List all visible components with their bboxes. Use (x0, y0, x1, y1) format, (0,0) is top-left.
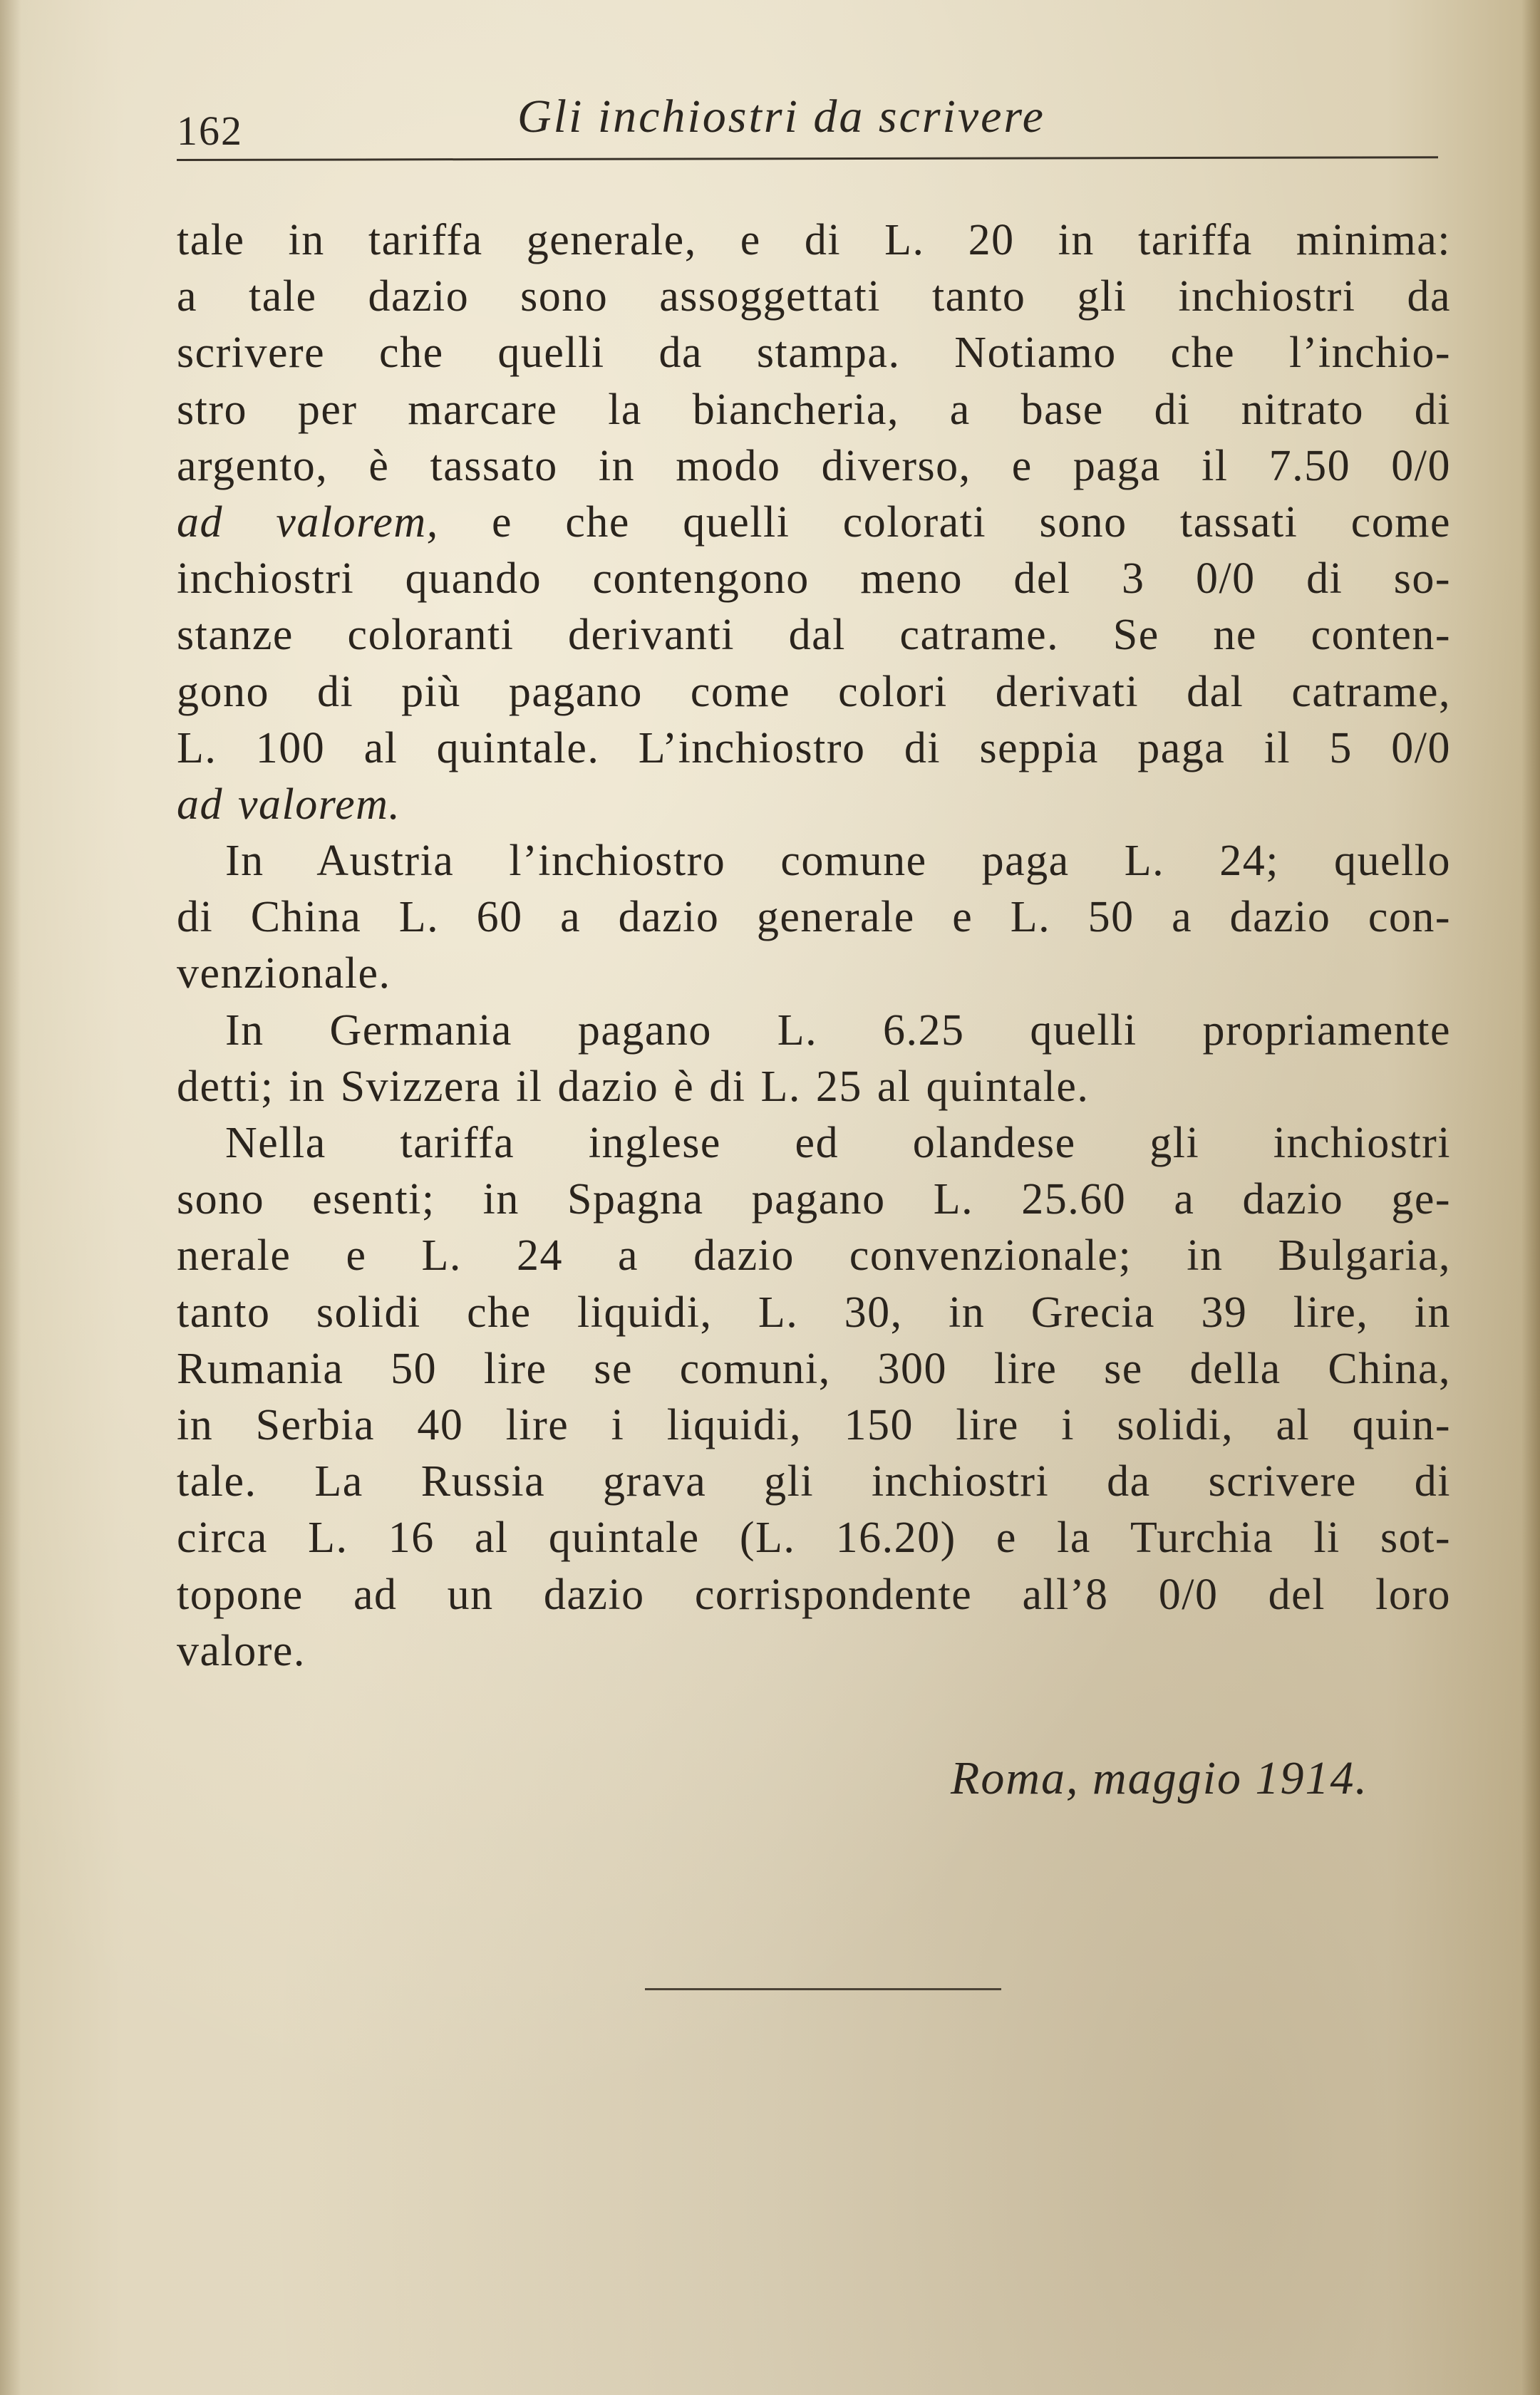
text-line: L. 100 al quintale. L’inchiostro di seppia paga il 5 0/0 (177, 723, 1451, 772)
text-line: inchiostri quando contengono meno del 3 0/0 di so- (177, 554, 1451, 604)
running-title: Gli inchiostri da scrivere (517, 90, 1045, 143)
text-line: venzionale. (177, 949, 391, 998)
text-line: stanze coloranti derivanti dal catrame. Se ne conten- (177, 611, 1451, 660)
text-line: sono esenti; in Spagna pagano L. 25.60 a dazio ge- (177, 1175, 1451, 1224)
text-line: tale in tariffa generale, e di L. 20 in tariffa minima: (177, 216, 1451, 264)
text-line: topone ad un dazio corrispondente all’8 0/0 del loro (177, 1570, 1451, 1619)
text-line: gono di più pagano come colori derivati dal catrame, (177, 667, 1451, 716)
text-line: stro per marcare la biancheria, a base di nitrato di (177, 385, 1451, 434)
text-line: scrivere che quelli da stampa. Notiamo che l’inchio- (177, 329, 1451, 378)
text-line: In Germania pagano L. 6.25 quelli propriamente (225, 1005, 1451, 1055)
text-line: circa L. 16 al quintale (L. 16.20) e la Turchia li sot- (177, 1514, 1451, 1563)
text-line: a tale dazio sono assoggettati tanto gli inchiostri da (177, 272, 1451, 321)
page-header (177, 78, 1438, 157)
text-line: argento, è tassato in modo diverso, e paga il 7.50 0/0 (177, 441, 1451, 490)
header-rule (177, 156, 1438, 161)
text-line: in Serbia 40 lire i liquidi, 150 lire i solidi, al quin- (177, 1400, 1451, 1449)
page-shadow-left (0, 0, 21, 2395)
text-line: valore. (177, 1626, 306, 1675)
text-line: detti; in Svizzera il dazio è di L. 25 al quintale. (177, 1062, 1090, 1111)
text-line: Nella tariffa inglese ed olandese gli inchiostri (225, 1119, 1451, 1167)
italic-phrase: ad valorem, (177, 497, 439, 547)
body-text (177, 212, 1459, 1680)
text-line: ad valorem. (177, 780, 401, 829)
text-fragment: e che quelli colorati sono tassati come (492, 497, 1451, 547)
end-rule (645, 1988, 1001, 1990)
signature-date: Roma, maggio 1914. (951, 1752, 1368, 1804)
page-number: 162 (177, 108, 243, 154)
text-line (177, 495, 1451, 551)
text-line: tanto solidi che liquidi, L. 30, in Grecia 39 lire, in (177, 1288, 1451, 1337)
text-line: tale. La Russia grava gli inchiostri da scrivere di (177, 1457, 1451, 1506)
text-line: nerale e L. 24 a dazio convenzionale; in Bulgaria, (177, 1231, 1451, 1281)
page-shadow-right (1521, 0, 1540, 2395)
text-line: Rumania 50 lire se comuni, 300 lire se della China, (177, 1344, 1451, 1393)
text-line: di China L. 60 a dazio generale e L. 50 a dazio con- (177, 893, 1451, 942)
text-line: In Austria l’inchiostro comune paga L. 24; quello (225, 837, 1451, 886)
